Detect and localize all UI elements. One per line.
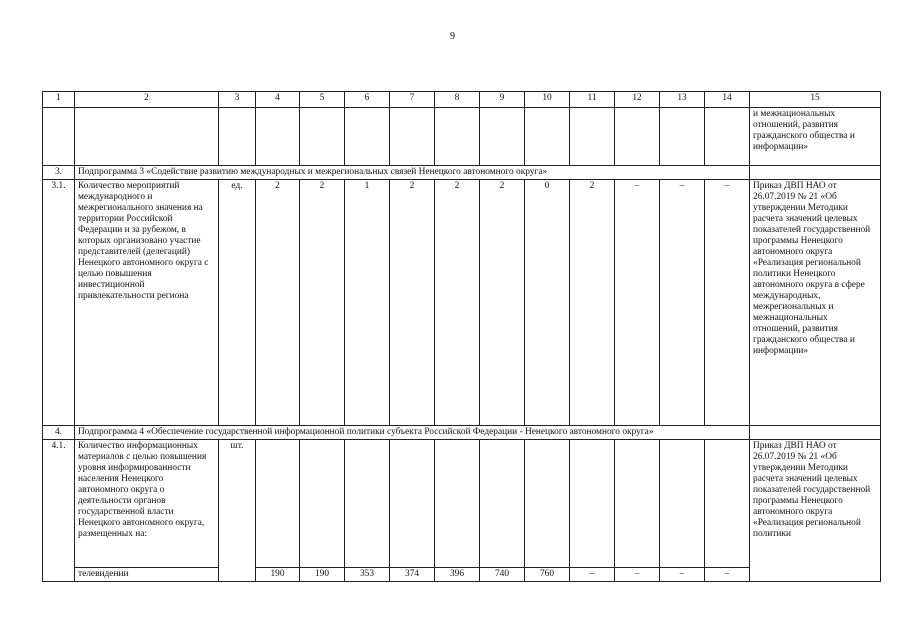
header-cell: 15 bbox=[750, 92, 881, 108]
header-cell: 10 bbox=[525, 92, 570, 108]
television-value: 190 bbox=[300, 568, 345, 582]
subprogram-4-row bbox=[43, 426, 881, 440]
indicator-4-1-unit: шт. bbox=[219, 440, 256, 582]
indicator-3-1-value: 2 bbox=[570, 180, 615, 426]
indicator-3-1-value: – bbox=[660, 180, 705, 426]
indicator-3-1-value: 2 bbox=[256, 180, 300, 426]
indicator-3-1-row bbox=[43, 180, 881, 426]
indicator-3-1-value: 1 bbox=[345, 180, 390, 426]
subprogram-3-title: Подпрограмма 3 «Содействие развитию международных и межрегиональных связей Ненецкого автономного округа» bbox=[75, 166, 750, 180]
header-cell: 4 bbox=[256, 92, 300, 108]
indicator-4-1-number: 4.1. bbox=[43, 440, 75, 582]
television-value: – bbox=[705, 568, 750, 582]
header-cell: 9 bbox=[480, 92, 525, 108]
header-cell: 12 bbox=[615, 92, 660, 108]
header-cell: 7 bbox=[390, 92, 435, 108]
header-cell: 14 bbox=[705, 92, 750, 108]
indicator-3-1-value: 0 bbox=[525, 180, 570, 426]
indicator-3-1-unit: ед. bbox=[219, 180, 256, 426]
indicator-3-1-value: 2 bbox=[435, 180, 480, 426]
television-value: 374 bbox=[390, 568, 435, 582]
television-value: 760 bbox=[525, 568, 570, 582]
subprogram-3-number: 3. bbox=[43, 166, 75, 180]
header-cell: 2 bbox=[75, 92, 219, 108]
header-cell: 5 bbox=[300, 92, 345, 108]
header-cell: 1 bbox=[43, 92, 75, 108]
television-value: 396 bbox=[435, 568, 480, 582]
header-cell: 8 bbox=[435, 92, 480, 108]
television-value: 190 bbox=[256, 568, 300, 582]
indicator-3-1-number: 3.1. bbox=[43, 180, 75, 426]
indicator-3-1-value: 2 bbox=[390, 180, 435, 426]
page-number: 9 bbox=[450, 31, 455, 42]
television-value: 740 bbox=[480, 568, 525, 582]
continuation-row bbox=[43, 108, 881, 166]
indicators-table bbox=[42, 91, 881, 582]
indicator-3-1-value: 2 bbox=[300, 180, 345, 426]
television-value: – bbox=[660, 568, 705, 582]
indicator-4-1-row bbox=[43, 440, 881, 568]
subprogram-4-number: 4. bbox=[43, 426, 75, 440]
header-row bbox=[43, 92, 881, 108]
continuation-source-text: и межнациональных отношений, развития гражданского общества и информации» bbox=[750, 108, 881, 166]
indicator-4-1-source: Приказ ДВП НАО от 26.07.2019 № 21 «Об утверждении Методики расчета значений целевых показателей государственной программы Ненецкого автономного округа «Реализация региональной политики bbox=[750, 440, 881, 582]
subprogram-3-row bbox=[43, 166, 881, 180]
header-cell: 3 bbox=[219, 92, 256, 108]
indicator-3-1-value: 2 bbox=[480, 180, 525, 426]
indicator-3-1-source: Приказ ДВП НАО от 26.07.2019 № 21 «Об утверждении Методики расчета значений целевых показателей государственной программы Ненецкого автономного округа «Реализация региональной политики Ненецкого автономного округа в сфере международных, межрегиональных и межнациональных отношений, развития гражданского общества и информации» bbox=[750, 180, 881, 426]
indicator-3-1-value: – bbox=[705, 180, 750, 426]
indicator-4-1-name: Количество информационных материалов с целью повышения уровня информированности населения Ненецкого автономного округа о деятельности органов государственной власти Ненецкого автономного округа, размещенных на: bbox=[75, 440, 219, 568]
header-cell: 6 bbox=[345, 92, 390, 108]
indicator-3-1-value: – bbox=[615, 180, 660, 426]
indicator-3-1-name: Количество мероприятий международного и межрегионального значения на территории Российской Федерации и за рубежом, в которых организовано участие представителей (делегаций) Ненецкого автономного округа с целью повышения инвестиционной привлекательности региона bbox=[75, 180, 219, 426]
television-value: – bbox=[570, 568, 615, 582]
television-value: – bbox=[615, 568, 660, 582]
header-cell: 13 bbox=[660, 92, 705, 108]
television-label: телевидении bbox=[75, 568, 219, 582]
subprogram-4-title: Подпрограмма 4 «Обеспечение государственной информационной политики субъекта Российской Федерации - Ненецкого автономного округа» bbox=[75, 426, 750, 440]
television-value: 353 bbox=[345, 568, 390, 582]
header-cell: 11 bbox=[570, 92, 615, 108]
